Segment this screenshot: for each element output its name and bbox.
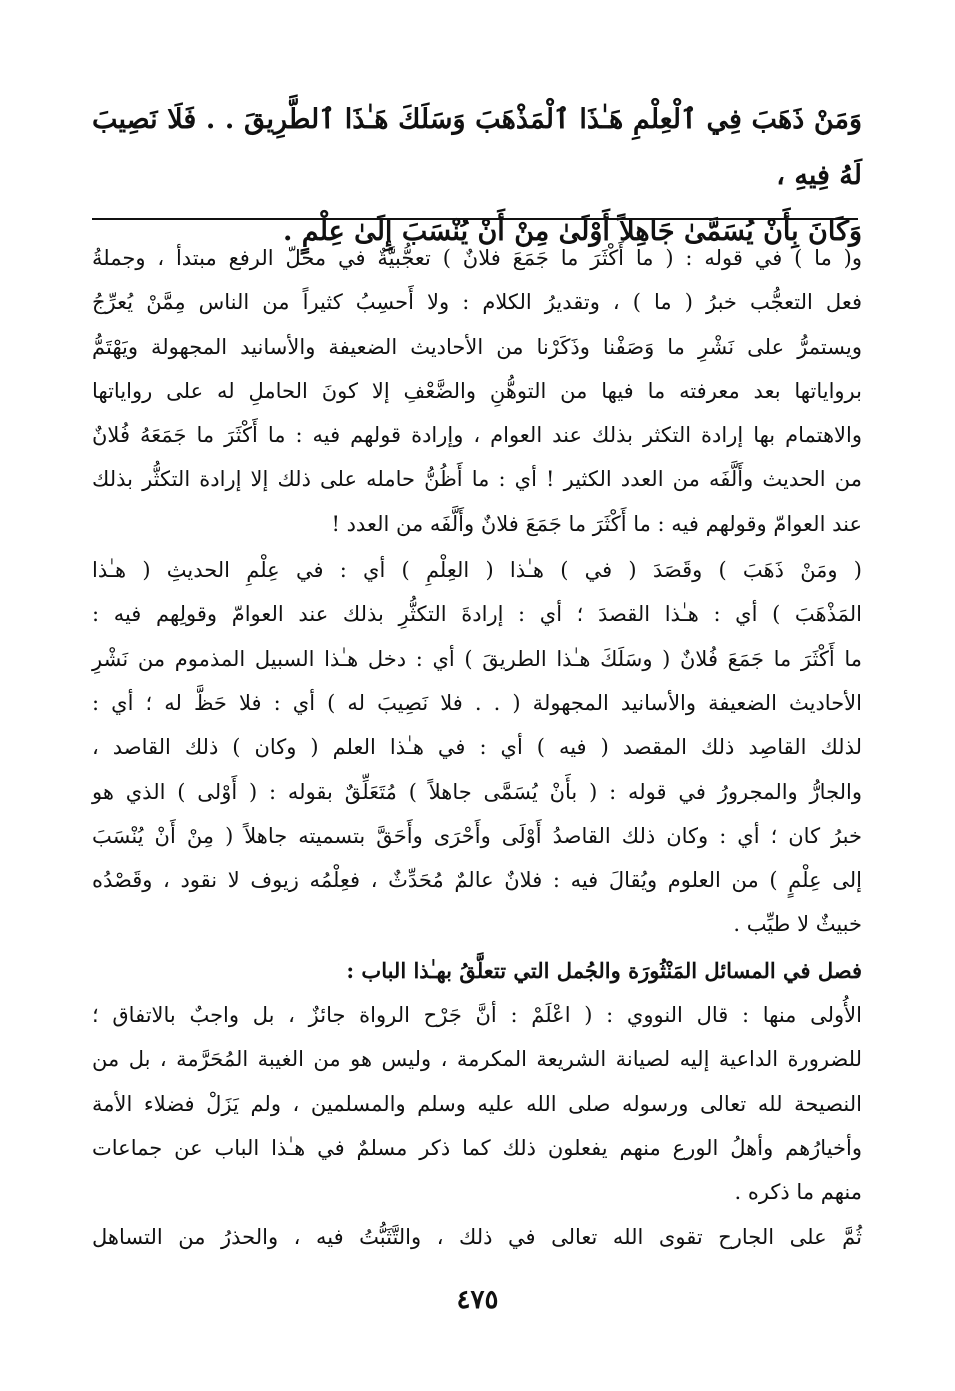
commentary-line: ويستمرُّ على نَشْرِ ما وَصَفْنا وذَكَرْنا من الأحاديث الضعيفة والأسانيد المجهولة ويَهْتَمُّ <box>92 334 862 359</box>
commentary-line: والاهتمام بها إرادة التكثر بذلك عند العوام ، وإرادة قولهم فيه : ما أَكْثَرَ ما جَمَعَهُ فُلانٌ <box>92 423 862 448</box>
commentary-paragraph-4 <box>92 1215 862 1259</box>
commentary-line: ما أَكْثَرَ ما جَمَعَ فُلانٌ ( وسَلَكَ هـٰذا الطريقَ ) أي : دخل هـٰذا السبيل المذموم من نَشْرِ <box>92 646 862 671</box>
commentary-paragraph-1 <box>92 236 862 546</box>
commentary-line: من الحديث وأَلَّفَه من العدد الكثير ! أي : ما أَظُنُّ حامله على ذلك إلا إرادة التكثُّر بذلك <box>92 467 862 492</box>
commentary-line: الأحاديث الضعيفة والأسانيد المجهولة ( . . فلا نَصِيبَ له ) أي : فلا حَظَّ له ؛ أي : <box>92 690 862 715</box>
commentary-line: الأُولى منها : قال النووي : ( اعْلَمْ : أنَّ جَرْح الرواة جائزٌ ، بل واجبٌ بالاتفاق ؛ <box>92 1003 862 1028</box>
commentary-line: خبرُ كان ؛ أي : وكان ذلك القاصدُ أَوْلَى وأَحْرَى وأَحَقَّ بتسميته جاهلاً ( مِنْ أَنْ يُنْسَبَ <box>92 823 862 848</box>
commentary-line: لذلك القاصِد ذلك المقصد ( فيه ) أي : في هـٰذا العلم ( وكان ) ذلك القاصد ، <box>92 735 862 760</box>
main-text-line: وَكَانَ بِأَنْ يُسَمَّىٰ جَاهِلاً أَوْلَىٰ مِنْ أَنْ يُنْسَبَ إِلَىٰ عِلْمٍ . <box>282 216 862 247</box>
commentary-line: النصيحة لله تعالى ورسوله صلى الله عليه وسلم والمسلمين ، ولم يَزَلْ فضلاء الأمة <box>92 1091 862 1116</box>
section-heading-block <box>92 949 862 993</box>
main-text <box>92 92 862 260</box>
commentary-line: المَذْهَبَ ) أي : هـٰذا القصدَ ؛ أي : إرادةَ التكثُّرِ بذلك عند العوامّ وقولِهم فيه : <box>92 602 862 627</box>
commentary-line: عند العوامّ وقولهم فيه : ما أَكْثَرَ ما جَمَعَ فلانٌ وأَلَّفَه من العدد ! <box>331 511 862 536</box>
separator-rule <box>92 218 858 220</box>
commentary <box>92 236 862 1259</box>
commentary-paragraph-3 <box>92 993 862 1214</box>
main-text-line: وَمَنْ ذَهَبَ فِي ٱلْعِلْمِ هَـٰذَا ٱلْمَذْهَبَ وَسَلَكَ هَـٰذَا ٱلطَّرِيقَ . . فَلَا نَصِيبَ لَهُ فِيهِ ، <box>92 104 862 191</box>
commentary-line: منهم ما ذكره . <box>734 1180 862 1205</box>
commentary-line: إلى عِلْمٍ ) من العلوم ويُقالَ فيه : فلانٌ عالمٌ مُحَدِّثٌ ، فعِلْمُه زيوف لا نقود ، وقَصْدُه <box>92 868 862 893</box>
commentary-line: والجارُّ والمجرورُ في قوله : ( بأَنْ يُسَمَّى جاهلاً ) مُتَعَلِّقٌ بقوله : ( أَوْلى ) الذي هو <box>92 779 862 804</box>
page-number: ٤٧٥ <box>456 1285 499 1315</box>
commentary-line: ثُمَّ على الجارح تقوى الله تعالى في ذلك ، والتَّثَبُّتُ فيه ، والحذرُ من التساهل <box>92 1224 862 1249</box>
commentary-line: خبيثٌ لا طيِّب . <box>733 912 862 937</box>
section-heading: فصل في المسائل المَنْثُورَة والجُمل التي تتعلَّقُ بهـٰذا الباب : <box>346 957 862 983</box>
commentary-line: برواياتها بعد معرفته ما فيها من التوهُّنِ والضَّعْفِ إلا كونَ الحاملِ له على رواياتها <box>92 378 862 403</box>
commentary-paragraph-2 <box>92 548 862 947</box>
commentary-line: و( ما ) في قوله : ( ما أَكْثَرَ ما جَمَعَ فلانٌ ) تعجُّبيَّةٌ في محلّ الرفع مبتدأ ، وجملةُ <box>92 246 862 270</box>
commentary-line: فعل التعجُّب خبرُ ( ما ) ، وتقديرُ الكلام : ولا أَحسِبُ كثيراً من الناس مِمَّنْ يُعرِّجُ <box>92 290 862 315</box>
commentary-line: ( ومَنْ ذَهَبَ ) وقَصَدَ ( في ) هـٰذا ( العِلْمِ ) أي : في عِلْمِ الحديثِ ( هـٰذا <box>92 558 862 583</box>
commentary-line: للضرورة الداعية إليه لصيانة الشريعة المكرمة ، وليس هو من الغيبة المُحَرَّمة ، بل من <box>92 1047 862 1072</box>
commentary-line: وأخيارُهم وأهلُ الورع منهم يفعلون ذلك كما ذكر مسلمٌ في هـٰذا الباب عن جماعات <box>92 1135 862 1160</box>
